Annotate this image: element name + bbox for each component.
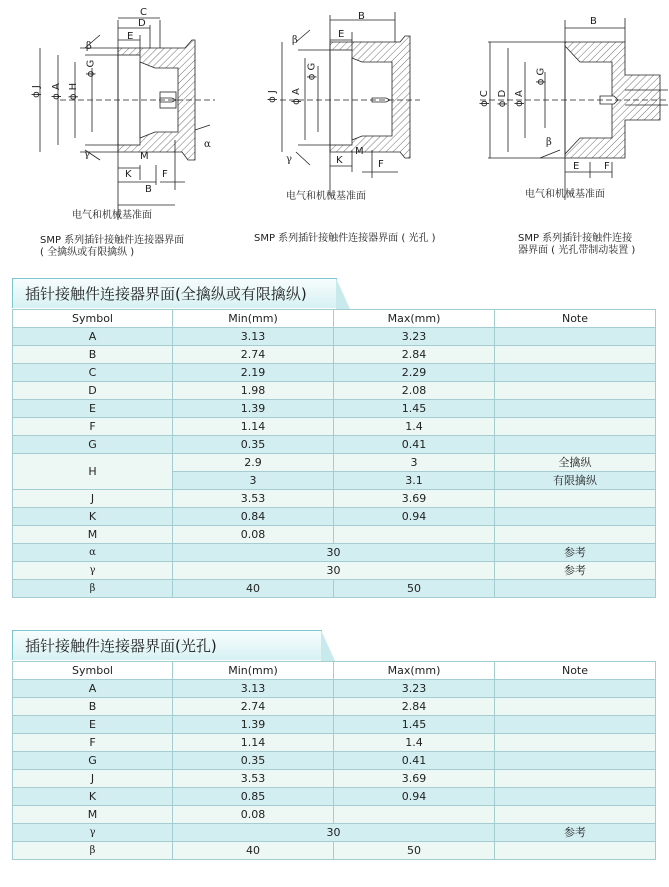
d3-label-G: ϕ G [535,67,547,86]
table-row [13,436,656,454]
value-cell: 30 [173,562,495,580]
max-cell: 2.84 [334,698,495,716]
max-cell: 1.4 [334,418,495,436]
table-row [13,508,656,526]
d1-label-F: F [162,169,168,180]
d3-label-F: F [604,161,610,172]
d1-label-H: ϕ H [68,82,80,101]
d2-label-M: M [355,146,364,157]
max-cell: 3 [334,454,495,472]
symbol-cell: β [13,580,173,598]
max-cell: 0.41 [334,436,495,454]
d1-label-M: M [140,151,149,162]
d3-label-beta: β [546,137,552,148]
d1-label-gamma: γ [84,149,90,160]
table-row [13,580,656,598]
symbol-cell: γ [13,824,173,842]
d2-caption: SMP 系列插针接触件连接器界面 ( 光孔 ) [254,233,436,244]
min-cell: 40 [173,580,334,598]
note-cell [495,680,656,698]
note-cell [495,752,656,770]
symbol-cell: E [13,400,173,418]
symbol-cell: J [13,770,173,788]
diagrams-svg [0,0,669,262]
table2 [12,661,656,860]
d3-ref-plane: 电气和机械基准面 [525,189,605,200]
min-cell: 40 [173,842,334,860]
note-cell: 参考 [495,562,656,580]
min-cell: 1.14 [173,734,334,752]
note-cell [495,770,656,788]
symbol-cell: α [13,544,173,562]
table-row [13,716,656,734]
max-cell: 3.1 [334,472,495,490]
d1-label-G: ϕ G [85,59,97,78]
d2-label-A: ϕ A [290,88,302,105]
d3-label-B: B [590,16,597,27]
d2-label-E: E [338,29,345,40]
max-cell: 1.45 [334,716,495,734]
table-row [13,346,656,364]
d2-ref-plane: 电气和机械基准面 [286,191,366,202]
d1-label-A: ϕ A [50,83,62,100]
table-row [13,454,656,472]
diagram-1-drawing [40,18,215,220]
note-cell [495,806,656,824]
note-cell [495,346,656,364]
table-row [13,734,656,752]
min-cell: 3 [173,472,334,490]
note-cell [495,580,656,598]
min-cell: 0.08 [173,806,334,824]
note-cell [495,400,656,418]
min-cell: 3.13 [173,328,334,346]
min-cell: 0.84 [173,508,334,526]
symbol-cell: H [13,454,173,490]
min-cell: 0.35 [173,436,334,454]
d1-ref-plane: 电气和机械基准面 [72,210,152,221]
min-cell: 3.53 [173,770,334,788]
table-row [13,824,656,842]
d2-label-J: ϕ J [266,90,278,103]
max-cell: 1.45 [334,400,495,418]
max-cell: 50 [334,580,495,598]
symbol-cell: C [13,364,173,382]
note-cell: 有限擒纵 [495,472,656,490]
d1-label-D: D [138,18,146,29]
d1-label-beta: β [86,41,92,52]
note-cell [495,526,656,544]
symbol-cell: G [13,752,173,770]
max-cell: 1.4 [334,734,495,752]
max-cell: 2.08 [334,382,495,400]
table-row [13,544,656,562]
symbol-cell: A [13,328,173,346]
table-row [13,698,656,716]
table2-header-min: Min(mm) [173,662,334,680]
table1-header-row [13,310,656,328]
table-row [13,490,656,508]
note-cell [495,698,656,716]
d1-label-alpha: α [204,139,211,150]
note-cell: 参考 [495,544,656,562]
min-cell: 1.39 [173,716,334,734]
d1-caption-line2: ( 全擒纵或有限擒纵 ) [40,247,135,258]
table2-header-row [13,662,656,680]
symbol-cell: γ [13,562,173,580]
table2-header-symbol: Symbol [13,662,173,680]
table-row [13,770,656,788]
symbol-cell: B [13,346,173,364]
max-cell: 3.23 [334,328,495,346]
note-cell [495,508,656,526]
symbol-cell: F [13,734,173,752]
note-cell [495,418,656,436]
table2-header-note: Note [495,662,656,680]
note-cell [495,436,656,454]
d3-caption-line2: 器界面 ( 光孔带制动装置 ) [518,245,636,256]
d1-caption-line1: SMP 系列插针接触件连接器界面 [40,235,185,246]
d3-label-A: ϕ A [513,90,525,107]
min-cell: 1.39 [173,400,334,418]
table1-title: 插针接触件连接器界面(全擒纵或有限擒纵) [12,278,337,308]
d3-label-D: ϕ D [497,89,509,108]
table1 [12,309,656,598]
symbol-cell: K [13,508,173,526]
max-cell: 0.94 [334,788,495,806]
table-row [13,752,656,770]
max-cell: 3.69 [334,490,495,508]
max-cell: 50 [334,842,495,860]
table-row [13,364,656,382]
table-row [13,382,656,400]
d2-label-G: ϕ G [306,62,318,81]
table-row [13,788,656,806]
d3-label-C: ϕ C [478,90,490,107]
table2-title: 插针接触件连接器界面(光孔) [12,630,322,660]
max-cell: 2.29 [334,364,495,382]
value-cell: 30 [173,544,495,562]
table-row [13,526,656,544]
min-cell: 3.53 [173,490,334,508]
d3-caption-line1: SMP 系列插针接触件连接 [518,233,633,244]
min-cell: 0.35 [173,752,334,770]
table2-header-max: Max(mm) [334,662,495,680]
min-cell: 2.74 [173,698,334,716]
symbol-cell: J [13,490,173,508]
symbol-cell: M [13,806,173,824]
d1-label-E: E [127,31,134,42]
note-cell [495,328,656,346]
table1-header-symbol: Symbol [13,310,173,328]
note-cell: 参考 [495,824,656,842]
symbol-cell: A [13,680,173,698]
d1-label-K: K [125,169,132,180]
table1-header-max: Max(mm) [334,310,495,328]
max-cell: 0.94 [334,508,495,526]
symbol-cell: B [13,698,173,716]
symbol-cell: K [13,788,173,806]
note-cell [495,842,656,860]
min-cell: 2.9 [173,454,334,472]
table-row [13,562,656,580]
d2-label-beta: β [292,35,298,46]
max-cell: 0.41 [334,752,495,770]
max-cell: 3.23 [334,680,495,698]
symbol-cell: β [13,842,173,860]
table-row [13,328,656,346]
table-row [13,806,656,824]
max-cell [334,526,495,544]
max-cell [334,806,495,824]
d2-label-gamma: γ [286,154,292,165]
value-cell: 30 [173,824,495,842]
min-cell: 1.98 [173,382,334,400]
note-cell: 全擒纵 [495,454,656,472]
d2-label-K: K [336,155,343,166]
note-cell [495,490,656,508]
table-row [13,400,656,418]
symbol-cell: M [13,526,173,544]
note-cell [495,734,656,752]
symbol-cell: G [13,436,173,454]
interface-diagrams [0,0,669,262]
min-cell: 1.14 [173,418,334,436]
table-row [13,680,656,698]
symbol-cell: D [13,382,173,400]
d3-label-E: E [573,161,580,172]
table1-header-note: Note [495,310,656,328]
d1-label-B: B [145,184,152,195]
d1-label-C: C [140,7,147,18]
min-cell: 0.85 [173,788,334,806]
symbol-cell: F [13,418,173,436]
d2-label-F: F [378,159,384,170]
note-cell [495,364,656,382]
max-cell: 2.84 [334,346,495,364]
max-cell: 3.69 [334,770,495,788]
min-cell: 2.74 [173,346,334,364]
note-cell [495,382,656,400]
table-row [13,842,656,860]
table1-header-min: Min(mm) [173,310,334,328]
d2-label-B: B [358,11,365,22]
note-cell [495,716,656,734]
table-row [13,418,656,436]
note-cell [495,788,656,806]
min-cell: 0.08 [173,526,334,544]
d1-label-J: ϕ J [30,85,42,98]
min-cell: 3.13 [173,680,334,698]
symbol-cell: E [13,716,173,734]
min-cell: 2.19 [173,364,334,382]
